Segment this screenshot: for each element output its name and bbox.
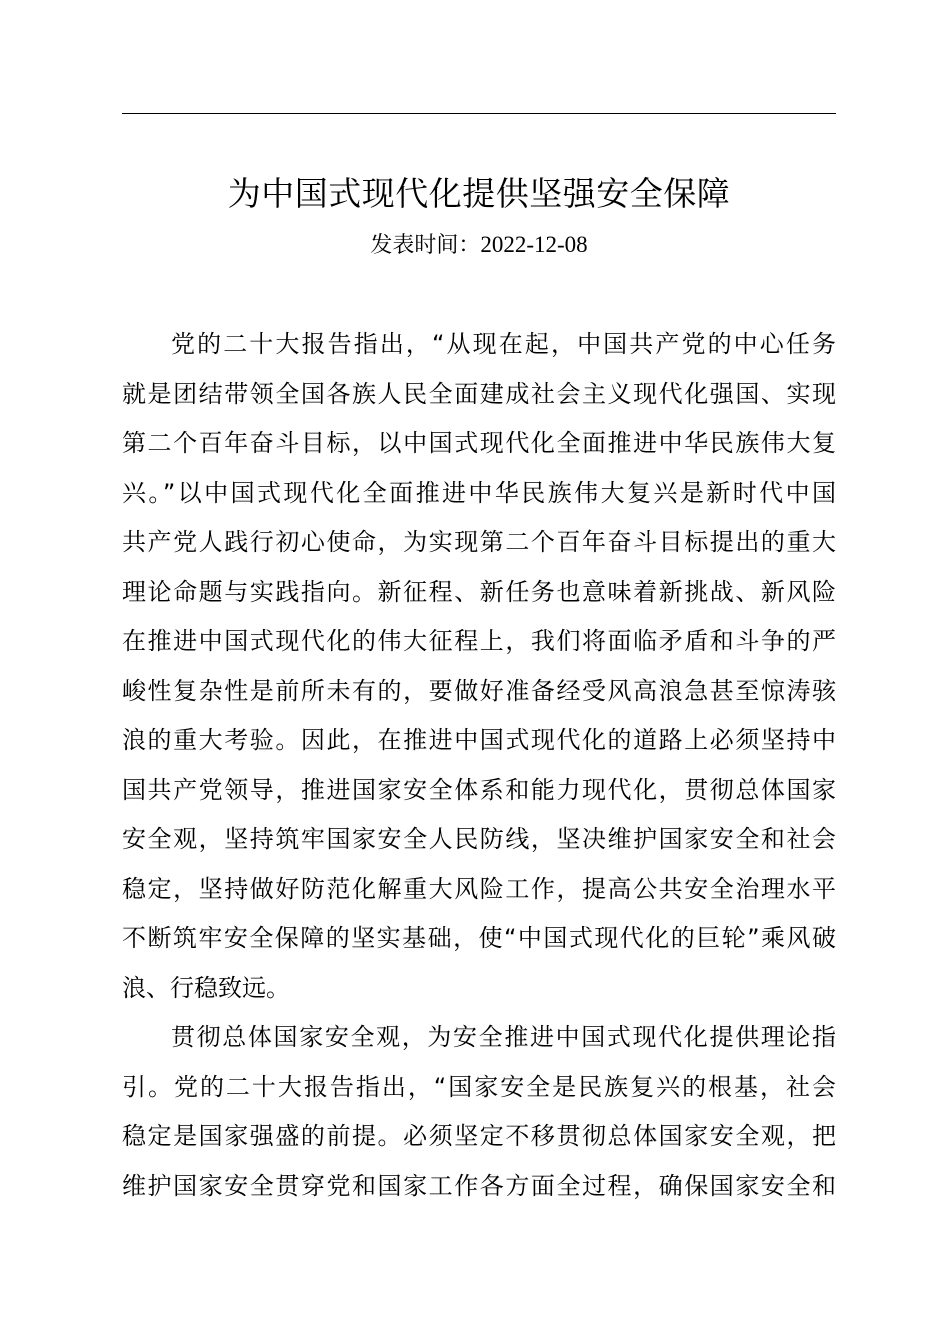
- paragraph-line: 兴。”以中国式现代化全面推进中华民族伟大复兴是新时代中国: [122, 478, 836, 507]
- paragraph-line: 稳定是国家强盛的前提。必须坚定不移贯彻总体国家安全观，把: [122, 1122, 836, 1150]
- paragraph-line: 党的二十大报告指出，“从现在起，中国共产党的中心任务: [171, 330, 836, 358]
- paragraph-line: 峻性复杂性是前所未有的，要做好准备经受风高浪急甚至惊涛骇: [122, 676, 836, 705]
- paragraph-line: 不断筑牢安全保障的坚实基础，使“中国式现代化的巨轮”乘风破: [122, 924, 836, 952]
- publish-date-label: 发表时间：: [370, 233, 481, 258]
- paragraph-line: 浪的重大考验。因此，在推进中国式现代化的道路上必须坚持中: [122, 726, 836, 754]
- paragraph-line: 国共产党领导，推进国家安全体系和能力现代化，贯彻总体国家: [122, 775, 836, 804]
- article-title: 为中国式现代化提供坚强安全保障: [227, 174, 731, 213]
- paragraph-line: 理论命题与实践指向。新征程、新任务也意味着新挑战、新风险: [122, 577, 836, 606]
- publish-date-value: 2022-12-08: [480, 232, 588, 257]
- paragraph-line: 就是团结带领全国各族人民全面建成社会主义现代化强国、实现: [122, 379, 836, 408]
- paragraph-line: 引。党的二十大报告指出，“国家安全是民族复兴的根基，社会: [122, 1072, 836, 1101]
- paragraph-line: 稳定，坚持做好防范化解重大风险工作，提高公共安全治理水平: [122, 874, 836, 903]
- paragraph-line: 在推进中国式现代化的伟大征程上，我们将面临矛盾和斗争的严: [122, 627, 836, 655]
- publish-date: [122, 227, 836, 264]
- paragraph-line: 第二个百年奋斗目标，以中国式现代化全面推进中华民族伟大复: [122, 429, 836, 457]
- paragraph-1: [122, 320, 836, 1013]
- paragraph-line: 贯彻总体国家安全观，为安全推进中国式现代化提供理论指: [171, 1023, 836, 1051]
- article-body: [122, 320, 836, 1211]
- paragraph-line: 安全观，坚持筑牢国家安全人民防线，坚决维护国家安全和社会: [122, 825, 836, 853]
- header-rule: [122, 113, 836, 114]
- paragraph-line: 共产党人践行初心使命，为实现第二个百年奋斗目标提出的重大: [122, 528, 836, 556]
- paragraph-line: 浪、行稳致远。: [122, 973, 290, 1002]
- paragraph-2: [122, 1013, 836, 1211]
- paragraph-line: 维护国家安全贯穿党和国家工作各方面全过程，确保国家安全和: [122, 1171, 836, 1200]
